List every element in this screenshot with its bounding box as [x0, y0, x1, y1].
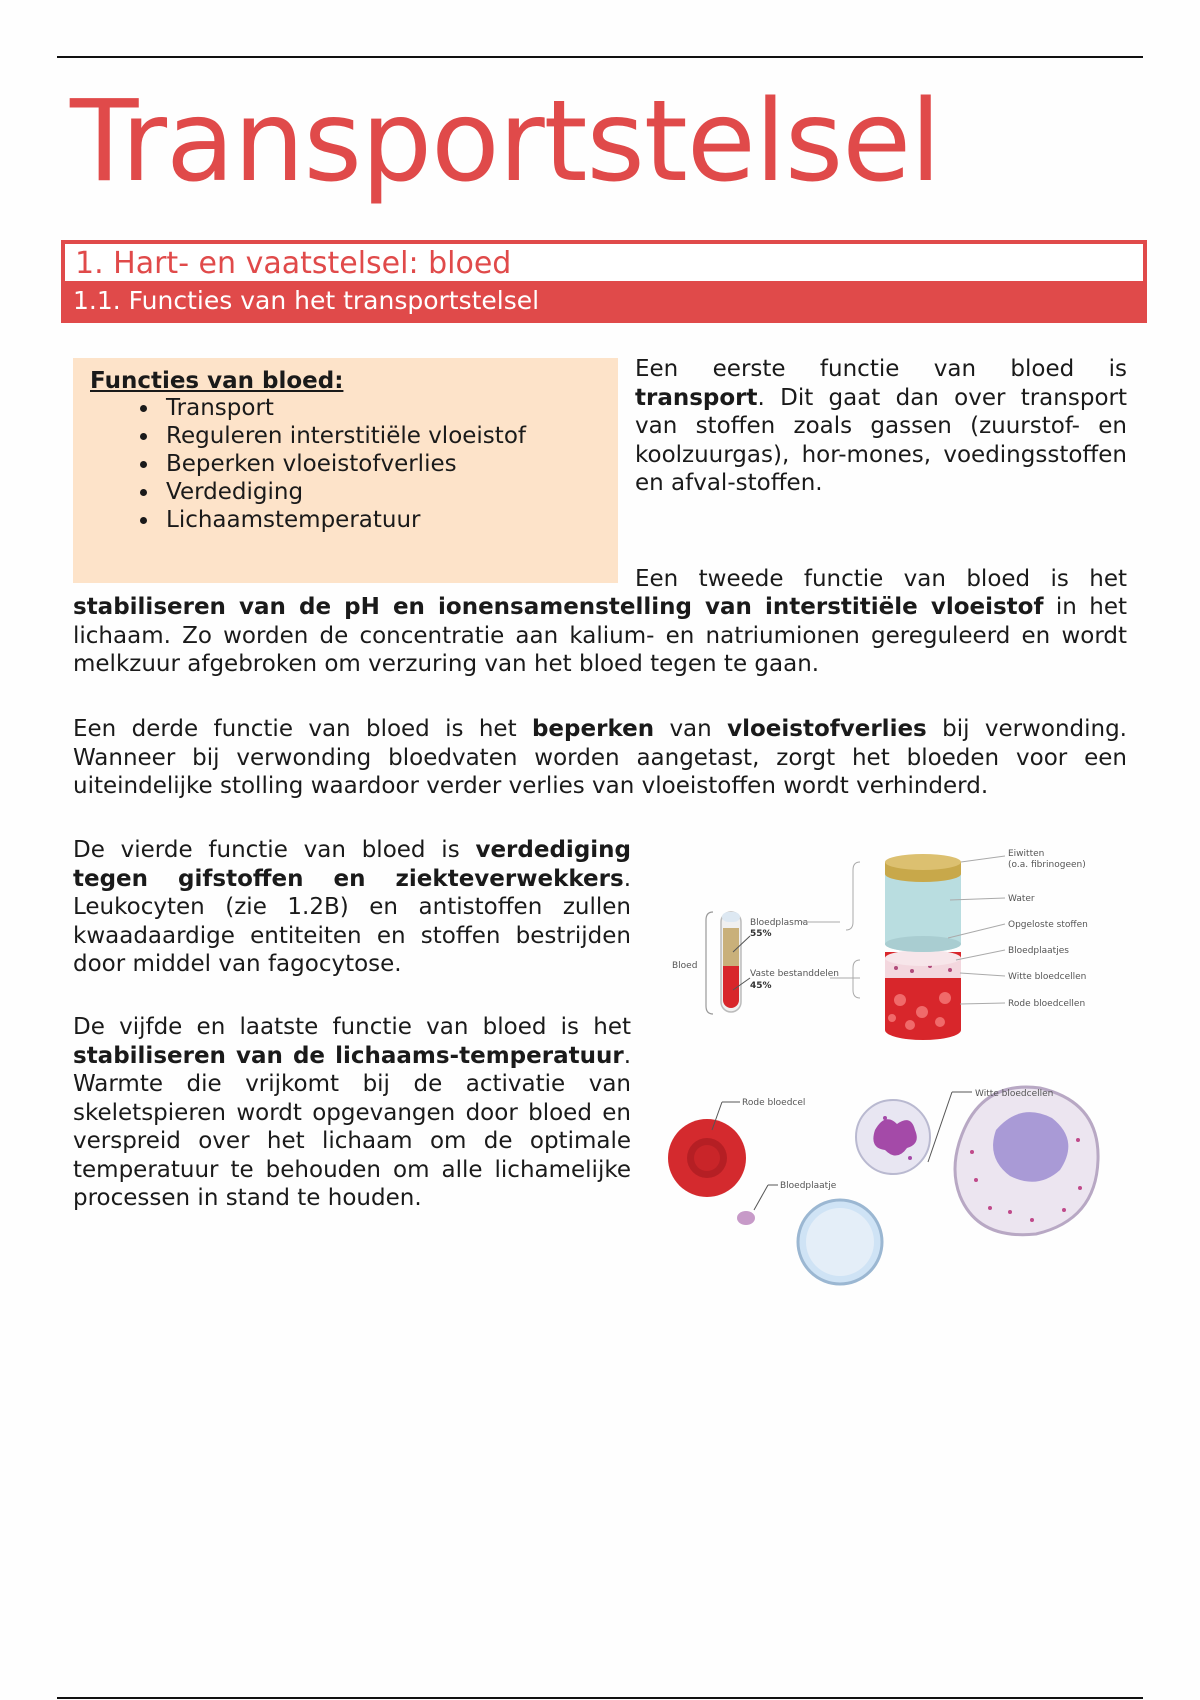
red-blood-cell — [668, 1119, 746, 1197]
heading2: 1.1. Functies van het transportstelsel — [73, 286, 540, 315]
monocyte — [955, 1087, 1098, 1235]
functions-list — [93, 394, 526, 534]
list-item: • Verdediging — [160, 478, 526, 506]
label-plaatjes: Bloedplaatjes — [1008, 946, 1069, 956]
paragraph-temperatuur — [73, 1013, 631, 1213]
top-rule — [57, 56, 1143, 58]
bracket — [853, 960, 860, 998]
label-bloed: Bloed — [672, 961, 698, 971]
label-rode-cel: Rode bloedcel — [742, 1098, 806, 1108]
leader-line — [961, 856, 1005, 862]
paragraph-ph — [73, 593, 1127, 679]
neutrophil — [856, 1100, 930, 1174]
bold-text: stabiliseren van de lichaams-temperatuur — [73, 1042, 624, 1069]
bold-text: transport — [635, 384, 758, 411]
label-eiwitten: Eiwitten — [1008, 849, 1045, 859]
page-title: Transportstelsel — [70, 77, 941, 207]
bold-text: verdediging tegen gifstoffen en ziekteverwekkers — [73, 837, 631, 892]
text: Een eerste functie van bloed is — [635, 356, 1127, 382]
paragraph-ph-intro — [635, 565, 1127, 594]
platelet — [737, 1211, 755, 1225]
text: . Dit gaat dan over transport van stoffen zoals gassen (zuurstof- en koolzuurgas), hor-mones, voedingsstoffen en afval-stoffen. — [635, 384, 1127, 496]
list-item: • Transport — [160, 394, 526, 422]
label-vaste: Vaste bestanddelen — [750, 969, 839, 979]
paragraph-verdediging — [73, 836, 631, 979]
heading1-box — [61, 240, 1147, 282]
label-plasma: Bloedplasma — [750, 918, 809, 928]
label-witte: Witte bloedcellen — [1008, 972, 1087, 982]
text: van — [654, 716, 728, 742]
leader-line — [956, 950, 1005, 960]
test-tube — [721, 912, 741, 1012]
list-item: • Reguleren interstitiële vloeistof — [160, 422, 526, 450]
leader-line — [928, 1092, 952, 1162]
label-vaste-pct: 45% — [750, 981, 772, 991]
text: . Leukocyten (zie 1.2B) en antistoffen zullen kwaadaardige entiteiten en stoffen bestrijden door middel van fagocytose. — [73, 865, 631, 977]
cylinder-labels — [948, 849, 1088, 1009]
label-opgeloste: Opgeloste stoffen — [1008, 920, 1088, 930]
text: . Warmte die vrijkomt bij de activatie van skeletspieren wordt opgevangen door bloed en verspreid over het lichaam om de optimale temperatuur te behouden om alle lichamelijke processen in stand te houden. — [73, 1042, 631, 1211]
paragraph-transport — [635, 355, 1127, 498]
paragraph-vloeistofverlies — [73, 715, 1127, 801]
bottom-rule — [57, 1697, 1143, 1699]
blood-diagram — [660, 840, 1130, 1300]
leader-line — [960, 973, 1005, 976]
text: Een tweede functie van bloed is het — [635, 566, 1127, 592]
blood-figure — [660, 840, 1130, 1300]
leader-line — [754, 1185, 768, 1210]
label-plasma-pct: 55% — [750, 929, 772, 939]
label-eiwitten-sub: (o.a. fibrinogeen) — [1008, 860, 1086, 870]
text: bij verwonding. Wanneer bij verwonding bloedvaten worden aangetast, zorgt het bloeden voor een uiteindelijke stolling waardoor verder verlies van vloeistoffen wordt verhinderd. — [73, 716, 1127, 799]
heading1: 1. Hart- en vaatstelsel: bloed — [75, 246, 512, 281]
list-item: • Beperken vloeistofverlies — [160, 450, 526, 478]
functions-box — [73, 358, 618, 583]
bold-text: vloeistofverlies — [727, 716, 927, 742]
bracket — [846, 862, 860, 930]
label-rode: Rode bloedcellen — [1008, 999, 1086, 1009]
bold-text: stabiliseren van de pH en ionensamenstelling van interstitiële vloeistof — [73, 594, 1044, 620]
text: De vierde functie van bloed is — [73, 837, 476, 863]
bold-text: beperken — [531, 716, 655, 742]
text: Een derde functie van bloed is het — [73, 716, 532, 742]
blood-cylinder — [885, 854, 961, 1040]
functions-heading: Functies van bloed: — [90, 368, 344, 394]
label-witte-cellen: Witte bloedcellen — [975, 1089, 1054, 1099]
label-plaatje: Bloedplaatje — [780, 1181, 837, 1191]
bracket-bloed — [706, 912, 713, 1014]
list-item: • Lichaamstemperatuur — [160, 506, 526, 534]
text: in het lichaam. Zo worden de concentratie aan kalium- en natriumionen gereguleerd en wordt melkzuur afgebroken om verzuring van het bloed tegen te gaan. — [73, 594, 1127, 677]
text: De vijfde en laatste functie van bloed is het — [73, 1014, 631, 1040]
leader-line — [960, 1003, 1005, 1004]
label-water: Water — [1008, 894, 1035, 904]
heading2-bar — [61, 281, 1147, 323]
lymphocyte — [798, 1200, 882, 1284]
